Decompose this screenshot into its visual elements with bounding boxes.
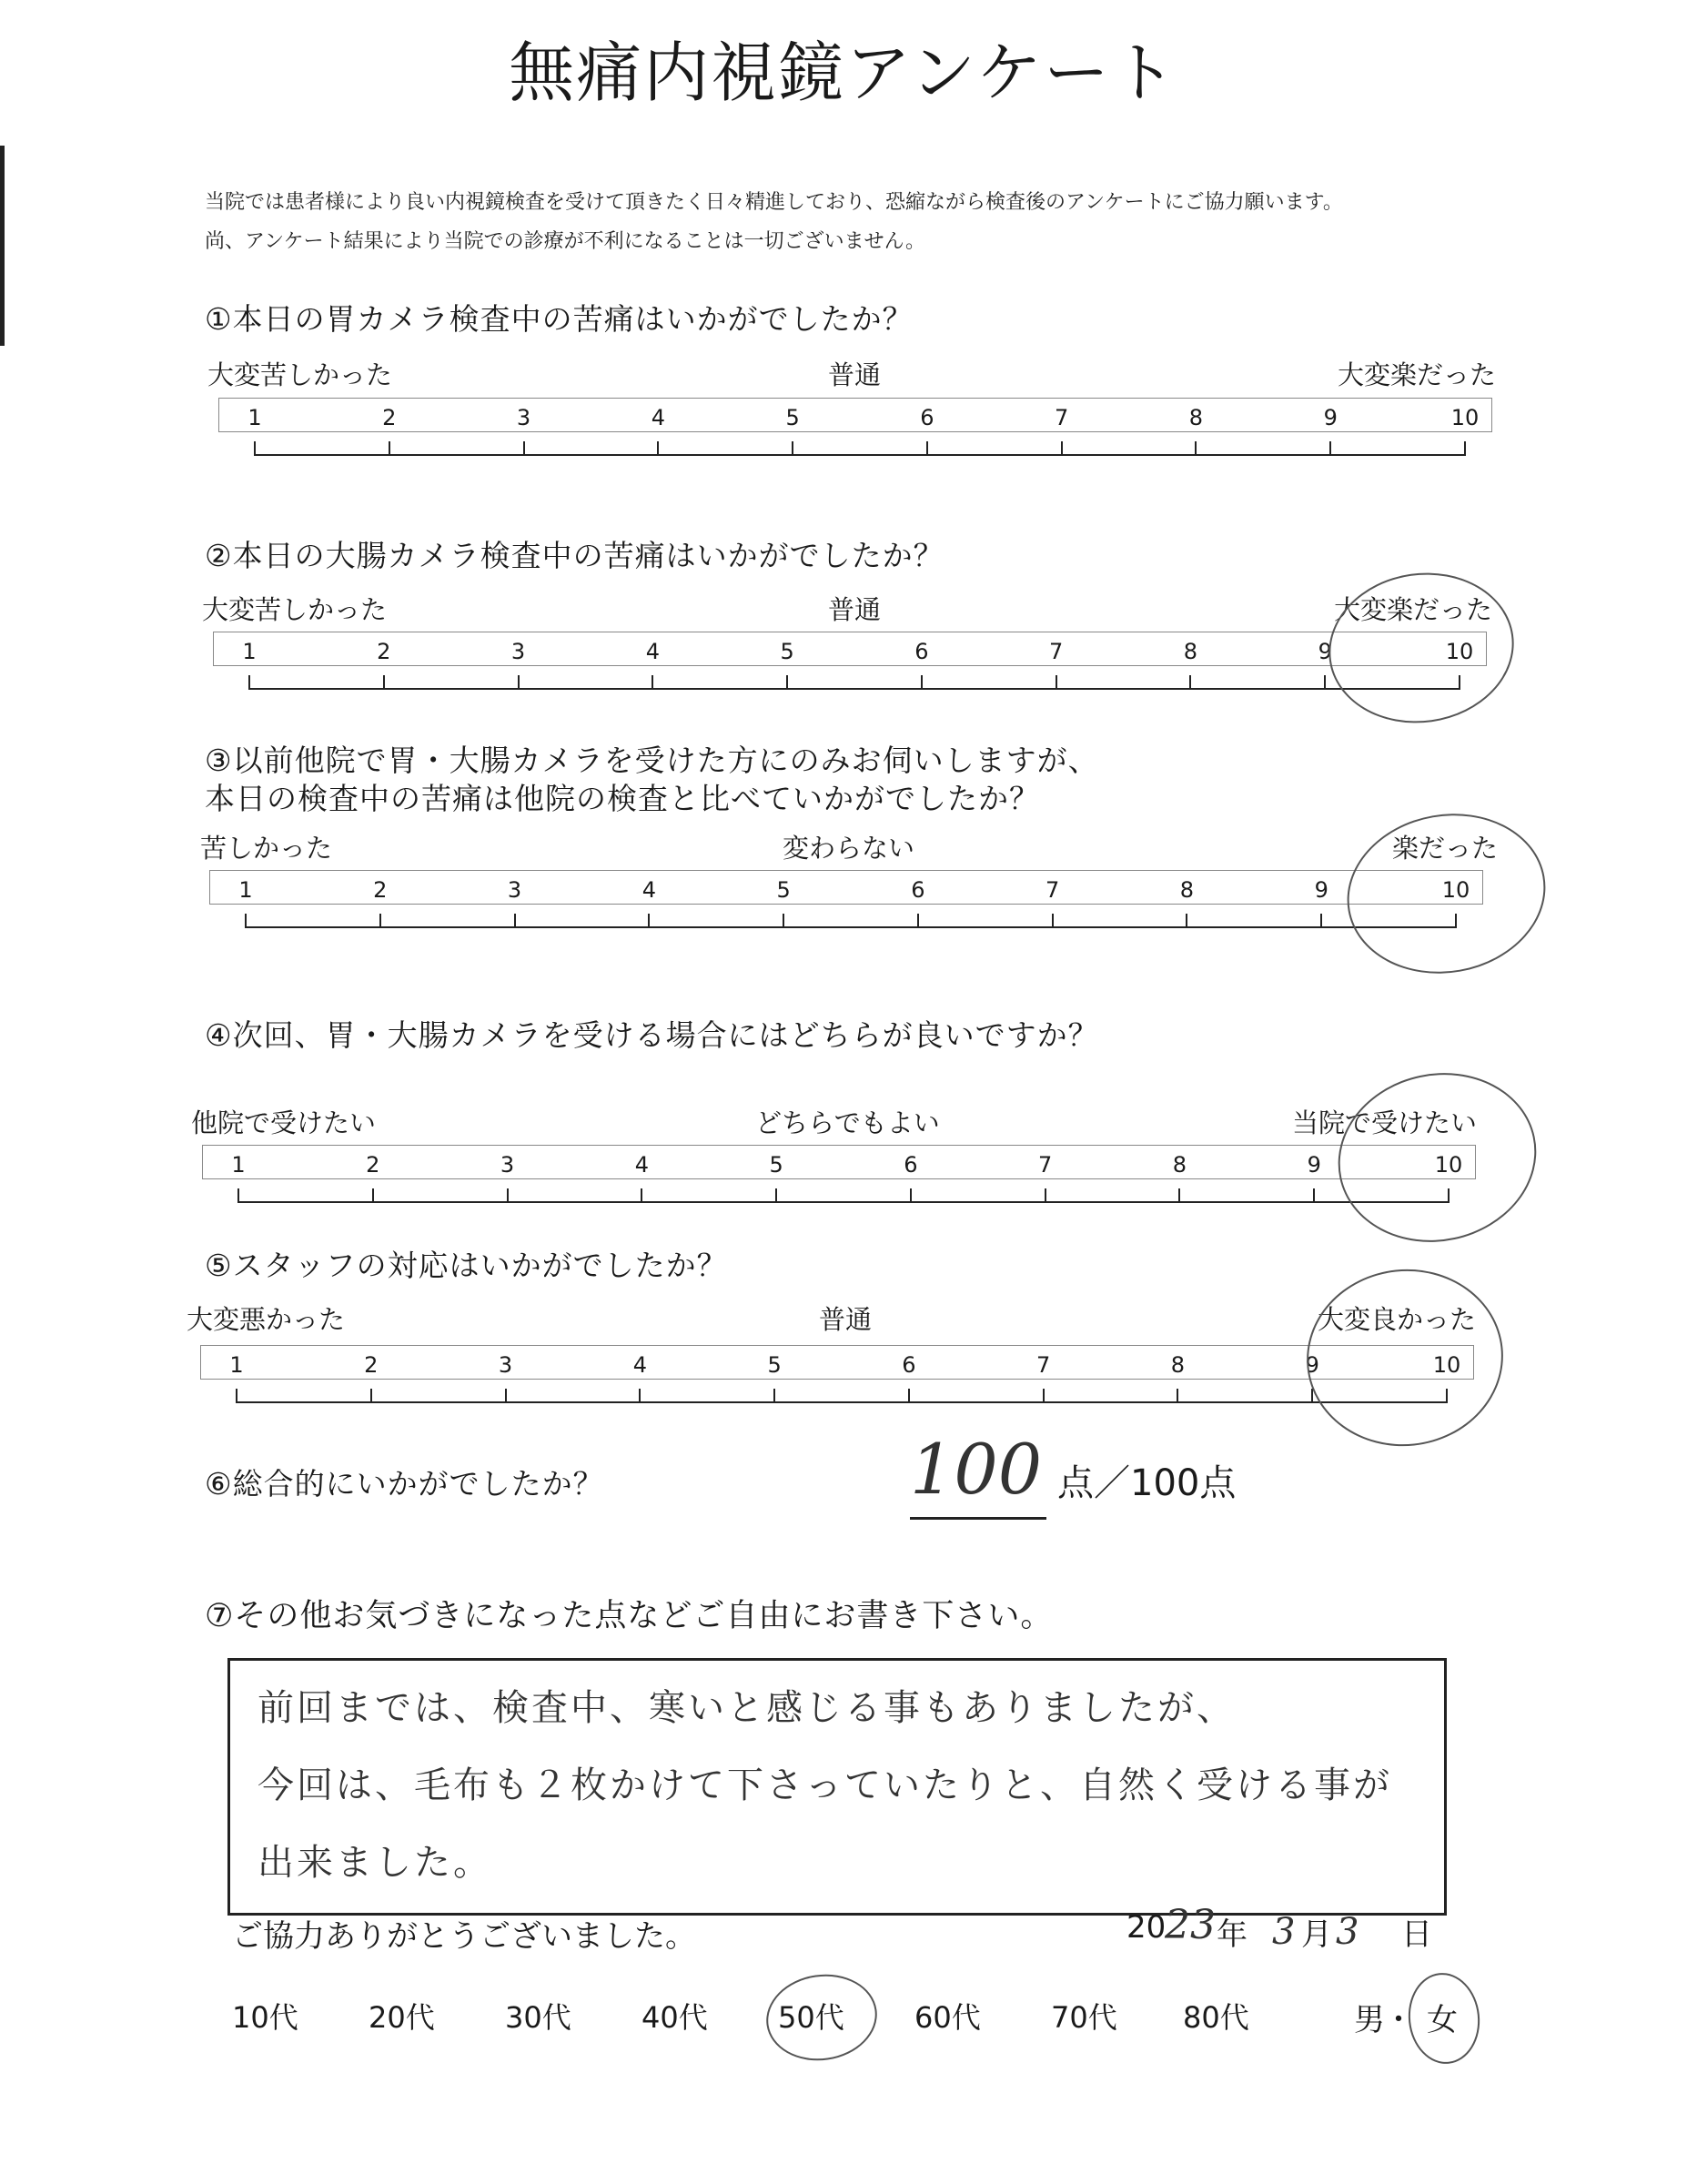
date-year-written[interactable]: 23	[1165, 1902, 1216, 1948]
gender-selected-circle	[1404, 1969, 1484, 2068]
q5-scale[interactable]	[200, 1345, 1474, 1445]
scale-box	[209, 870, 1483, 905]
question-1: ①本日の胃カメラ検査中の苦痛はいかがでしたか？	[205, 301, 914, 337]
scale-number-5[interactable]: 5	[785, 405, 800, 430]
scale-tick-4	[657, 441, 659, 456]
q5-right-label: 大変良かった	[1318, 1304, 1477, 1335]
scale-number-7[interactable]: 7	[1055, 405, 1069, 430]
q6-score-underline	[910, 1517, 1046, 1520]
scale-number-10[interactable]: 10	[1432, 1352, 1461, 1378]
q1-scale[interactable]	[218, 398, 1492, 498]
scale-number-4[interactable]: 4	[641, 877, 656, 903]
scale-number-5[interactable]: 5	[780, 639, 794, 664]
scale-number-4[interactable]: 4	[632, 1352, 647, 1378]
date-day-label: 日	[1401, 1916, 1432, 1953]
scale-tick-2	[372, 1188, 374, 1203]
gender-female[interactable]: 女	[1427, 2002, 1458, 2038]
scale-number-4[interactable]: 4	[651, 405, 665, 430]
q5-left-label: 大変悪かった	[187, 1304, 346, 1335]
scale-number-8[interactable]: 8	[1170, 1352, 1186, 1378]
question-5: ⑤スタッフの対応はいかがでしたか？	[205, 1248, 728, 1283]
scale-number-6[interactable]: 6	[911, 877, 925, 903]
q4-left-label: 他院で受けたい	[191, 1107, 377, 1138]
scale-tick-1	[237, 1188, 239, 1203]
question-7: ⑦その他お気づきになった点などご自由にお書き下さい。	[205, 1598, 1054, 1634]
scale-number-3[interactable]: 3	[516, 405, 531, 430]
q5-mid-label: 普通	[819, 1304, 873, 1335]
question-3-line-1: ③以前他院で胃・大腸カメラを受けた方にのみお伺いしますが、	[205, 743, 1099, 778]
q4-mid-label: どちらでもよい	[755, 1107, 940, 1138]
scale-number-3[interactable]: 3	[498, 1352, 513, 1378]
scale-baseline	[237, 1401, 1447, 1403]
scale-tick-3	[514, 914, 516, 928]
scale-number-10[interactable]: 10	[1434, 1152, 1463, 1178]
scale-tick-8	[1177, 1389, 1178, 1403]
scale-tick-5	[786, 675, 788, 690]
scale-number-10[interactable]: 10	[1441, 877, 1470, 903]
age-option-80代[interactable]: 80代	[1183, 2000, 1249, 2035]
scale-number-8[interactable]: 8	[1188, 405, 1204, 430]
scale-number-5[interactable]: 5	[769, 1152, 783, 1178]
scale-box	[200, 1345, 1474, 1380]
age-selected-circle	[761, 1967, 883, 2068]
scale-tick-7	[1045, 1188, 1046, 1203]
scale-tick-9	[1329, 441, 1331, 456]
q2-mid-label: 普通	[828, 594, 882, 625]
scale-tick-4	[641, 1188, 642, 1203]
scale-tick-7	[1056, 675, 1057, 690]
question-6: ⑥総合的にいかがでしたか？	[205, 1466, 604, 1502]
scale-tick-8	[1195, 441, 1197, 456]
scale-number-5[interactable]: 5	[776, 877, 791, 903]
age-option-40代[interactable]: 40代	[641, 2000, 708, 2035]
scale-number-2[interactable]: 2	[364, 1352, 379, 1378]
scale-tick-9	[1324, 675, 1326, 690]
scale-baseline	[246, 926, 1456, 928]
scale-tick-4	[652, 675, 653, 690]
scale-number-7[interactable]: 7	[1036, 1352, 1051, 1378]
scale-number-9[interactable]: 9	[1305, 1352, 1319, 1378]
q3-left-label: 苦しかった	[200, 833, 333, 864]
comment-box[interactable]	[227, 1658, 1447, 1916]
scale-number-6[interactable]: 6	[902, 1352, 916, 1378]
scale-number-2[interactable]: 2	[377, 639, 391, 664]
date-year-prefix: 20	[1126, 1909, 1167, 1946]
scale-number-1[interactable]: 1	[242, 639, 257, 664]
scale-tick-5	[773, 1389, 775, 1403]
scale-tick-5	[792, 441, 793, 456]
age-option-50代[interactable]: 50代	[778, 2000, 844, 2035]
intro-line-1: 当院では患者様により良い内視鏡検査を受けて頂きたく日々精進しており、恐縮ながら検査後のアンケートにご協力願います。	[205, 191, 1343, 214]
scale-tick-4	[648, 914, 650, 928]
scale-number-9[interactable]: 9	[1323, 405, 1338, 430]
scale-number-7[interactable]: 7	[1046, 877, 1060, 903]
scale-tick-2	[389, 441, 390, 456]
scale-number-3[interactable]: 3	[500, 1152, 515, 1178]
scale-box	[218, 398, 1492, 432]
q4-scale[interactable]	[202, 1145, 1476, 1245]
scale-tick-1	[245, 914, 247, 928]
gender-separator: ・	[1383, 2002, 1414, 2038]
q3-scale[interactable]	[209, 870, 1483, 970]
scale-tick-4	[639, 1389, 641, 1403]
q1-mid-label: 普通	[828, 359, 882, 390]
scale-baseline	[255, 454, 1465, 456]
scale-tick-8	[1189, 675, 1191, 690]
scale-number-9[interactable]: 9	[1307, 1152, 1321, 1178]
scale-tick-1	[236, 1389, 237, 1403]
scan-edge-mark	[0, 146, 5, 346]
q3-right-label: 楽だった	[1392, 833, 1499, 864]
scale-baseline	[238, 1201, 1449, 1203]
scale-tick-2	[379, 914, 381, 928]
page-title: 無痛内視鏡アンケート	[509, 35, 1178, 111]
q1-right-label: 大変楽だった	[1338, 359, 1497, 390]
scale-number-10[interactable]: 10	[1450, 405, 1480, 430]
scale-number-5[interactable]: 5	[767, 1352, 782, 1378]
scale-number-6[interactable]: 6	[920, 405, 934, 430]
q2-left-label: 大変苦しかった	[202, 594, 388, 625]
scale-tick-7	[1052, 914, 1054, 928]
scale-number-3[interactable]: 3	[510, 639, 526, 664]
q4-right-label: 当院で受けたい	[1292, 1107, 1478, 1138]
scale-tick-5	[775, 1188, 777, 1203]
scale-tick-8	[1186, 914, 1187, 928]
scale-number-9[interactable]: 9	[1318, 639, 1332, 664]
scale-number-7[interactable]: 7	[1049, 639, 1064, 664]
q2-right-label: 大変楽だった	[1334, 594, 1493, 625]
scale-tick-5	[783, 914, 784, 928]
q1-left-label: 大変苦しかった	[207, 359, 393, 390]
scale-number-1[interactable]: 1	[231, 1152, 246, 1178]
gender-male[interactable]: 男	[1354, 2002, 1385, 2038]
age-option-10代[interactable]: 10代	[232, 2000, 298, 2035]
scale-number-1[interactable]: 1	[247, 405, 262, 430]
scale-number-7[interactable]: 7	[1038, 1152, 1053, 1178]
scale-tick-10	[1464, 441, 1466, 456]
date-month-label: 月	[1301, 1916, 1332, 1953]
age-option-70代[interactable]: 70代	[1051, 2000, 1117, 2035]
comment-line-1: 前回までは、検査中、寒いと感じる事もありましたが、	[258, 1687, 1236, 1729]
scale-number-2[interactable]: 2	[366, 1152, 380, 1178]
question-4: ④次回、胃・大腸カメラを受ける場合にはどちらが良いですか？	[205, 1017, 1099, 1053]
scale-tick-3	[523, 441, 525, 456]
scale-tick-2	[383, 675, 385, 690]
scale-tick-3	[507, 1188, 509, 1203]
scale-tick-9	[1313, 1188, 1315, 1203]
scale-tick-8	[1178, 1188, 1180, 1203]
scale-tick-3	[505, 1389, 507, 1403]
intro-line-2: 尚、アンケート結果により当院での診療が不利になることは一切ございません。	[205, 230, 926, 253]
q3-mid-label: 変わらない	[783, 833, 915, 864]
date-year-label: 年	[1217, 1916, 1248, 1953]
scale-number-2[interactable]: 2	[382, 405, 397, 430]
scale-tick-2	[370, 1389, 372, 1403]
thanks-text: ご協力ありがとうございました。	[232, 1918, 696, 1955]
scale-number-2[interactable]: 2	[373, 877, 388, 903]
scale-number-8[interactable]: 8	[1183, 639, 1198, 664]
scale-tick-1	[254, 441, 256, 456]
scale-number-4[interactable]: 4	[645, 639, 660, 664]
scale-tick-3	[518, 675, 520, 690]
date-month-written[interactable]: 3	[1272, 1911, 1296, 1953]
scale-tick-6	[921, 675, 923, 690]
scale-number-8[interactable]: 8	[1179, 877, 1195, 903]
scale-number-10[interactable]: 10	[1445, 639, 1474, 664]
age-option-30代[interactable]: 30代	[505, 2000, 571, 2035]
scale-baseline	[249, 688, 1460, 690]
q2-scale[interactable]	[213, 632, 1487, 732]
scale-tick-1	[248, 675, 250, 690]
date-day-written[interactable]: 3	[1336, 1911, 1359, 1953]
scale-number-6[interactable]: 6	[914, 639, 929, 664]
scale-tick-9	[1320, 914, 1322, 928]
question-2: ②本日の大腸カメラ検査中の苦痛はいかがでしたか？	[205, 538, 945, 573]
scale-number-9[interactable]: 9	[1314, 877, 1328, 903]
q6-score-handwritten: 100	[910, 1429, 1043, 1510]
q6-score-suffix: 点／100点	[1057, 1462, 1237, 1504]
comment-line-2: 今回は、毛布も２枚かけて下さっていたりと、自然く受ける事が	[258, 1764, 1392, 1806]
scale-number-6[interactable]: 6	[904, 1152, 918, 1178]
scale-number-1[interactable]: 1	[238, 877, 253, 903]
scale-tick-7	[1043, 1389, 1045, 1403]
scale-tick-6	[917, 914, 919, 928]
scale-number-3[interactable]: 3	[507, 877, 522, 903]
scale-box	[202, 1145, 1476, 1179]
scale-number-8[interactable]: 8	[1172, 1152, 1187, 1178]
scale-number-1[interactable]: 1	[229, 1352, 244, 1378]
question-3-line-2: 本日の検査中の苦痛は他院の検査と比べていかがでしたか？	[205, 781, 1040, 816]
scale-box	[213, 632, 1487, 666]
age-option-60代[interactable]: 60代	[914, 2000, 981, 2035]
age-option-20代[interactable]: 20代	[369, 2000, 435, 2035]
scale-tick-6	[908, 1389, 910, 1403]
scale-tick-6	[910, 1188, 912, 1203]
scale-tick-7	[1061, 441, 1063, 456]
scale-tick-6	[926, 441, 928, 456]
comment-line-3: 出来ました。	[258, 1842, 492, 1884]
scale-number-4[interactable]: 4	[634, 1152, 649, 1178]
